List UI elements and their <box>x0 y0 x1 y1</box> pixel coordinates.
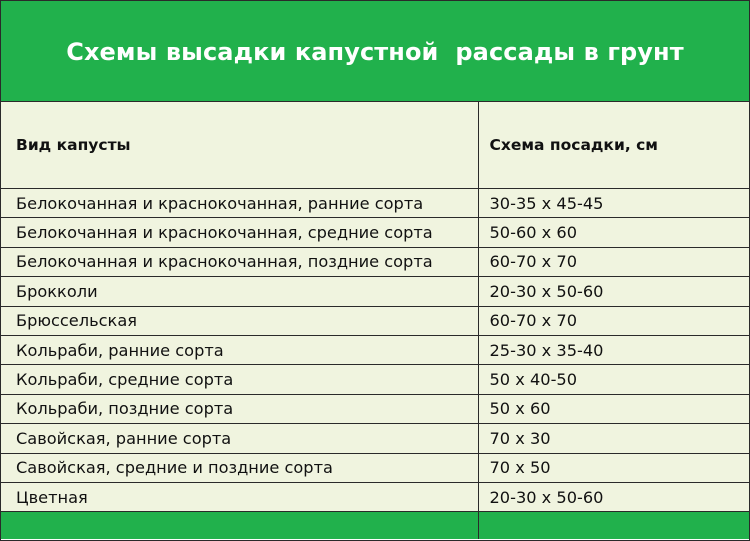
column-header-cabbage-type: Вид капусты <box>1 102 478 189</box>
planting-scheme-cell: 50-60 х 60 <box>478 218 749 247</box>
planting-scheme-cell: 60-70 х 70 <box>478 247 749 276</box>
footer-cell-right <box>478 512 749 540</box>
planting-scheme-cell: 50 х 60 <box>478 394 749 423</box>
cabbage-type-cell: Савойская, ранние сорта <box>1 424 478 453</box>
cabbage-type-cell: Белокочанная и краснокочанная, ранние сорта <box>1 189 478 218</box>
planting-scheme-cell: 30-35 х 45-45 <box>478 189 749 218</box>
cabbage-type-cell: Кольраби, поздние сорта <box>1 394 478 423</box>
title-bar <box>1 1 749 102</box>
table-row <box>1 335 749 364</box>
table-row <box>1 482 749 511</box>
table-footer-row <box>1 512 749 540</box>
cabbage-type-cell: Савойская, средние и поздние сорта <box>1 453 478 482</box>
planting-scheme-cell: 70 х 30 <box>478 424 749 453</box>
cabbage-type-cell: Цветная <box>1 482 478 511</box>
planting-scheme-cell: 70 х 50 <box>478 453 749 482</box>
table-row <box>1 306 749 335</box>
table-header-row <box>1 102 749 189</box>
cabbage-type-cell: Кольраби, средние сорта <box>1 365 478 394</box>
table-row <box>1 424 749 453</box>
planting-scheme-table <box>1 102 749 539</box>
table-body <box>1 189 749 512</box>
table-row <box>1 277 749 306</box>
cabbage-type-cell: Белокочанная и краснокочанная, поздние сорта <box>1 247 478 276</box>
planting-scheme-cell: 25-30 х 35-40 <box>478 335 749 364</box>
table-row <box>1 189 749 218</box>
cabbage-type-cell: Кольраби, ранние сорта <box>1 335 478 364</box>
table-row <box>1 453 749 482</box>
table-row <box>1 365 749 394</box>
planting-scheme-cell: 20-30 х 50-60 <box>478 277 749 306</box>
table-row <box>1 394 749 423</box>
cabbage-type-cell: Белокочанная и краснокочанная, средние сорта <box>1 218 478 247</box>
cabbage-type-cell: Брокколи <box>1 277 478 306</box>
planting-scheme-cell: 20-30 х 50-60 <box>478 482 749 511</box>
planting-scheme-cell: 50 х 40-50 <box>478 365 749 394</box>
planting-scheme-cell: 60-70 х 70 <box>478 306 749 335</box>
cabbage-type-cell: Брюссельская <box>1 306 478 335</box>
table-row <box>1 247 749 276</box>
table-row <box>1 218 749 247</box>
column-header-planting-scheme: Схема посадки, см <box>478 102 749 189</box>
footer-cell-left <box>1 512 478 540</box>
sheet-title: Схемы высадки капустной рассады в грунт <box>66 38 684 66</box>
